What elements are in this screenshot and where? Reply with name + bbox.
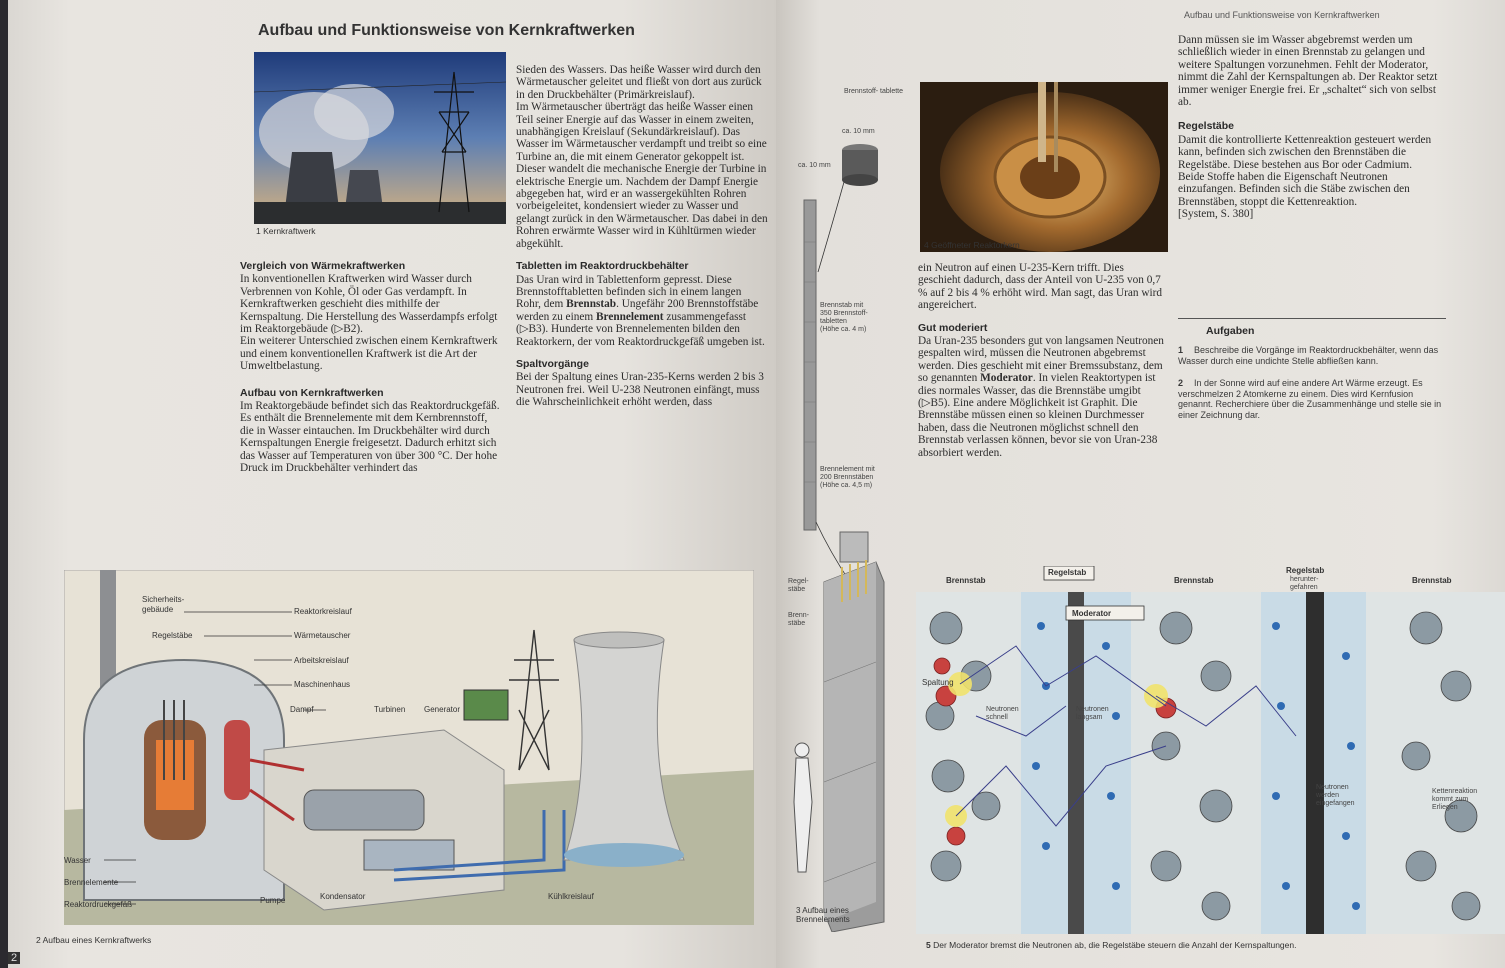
paragraph: Ein weiterer Unterschied zwischen einem Kernkraftwerk und einem konventionellen Kraftwerk ist die Art der Umweltbelastung. (240, 335, 498, 373)
label-steam: Dampf (290, 705, 314, 714)
paragraph: Sieden des Wassers. Das heiße Wasser wird durch den Wärmetauscher geleitet und fließt von dort aus zurück in den Druckbehälter (Primärkreislauf). (516, 64, 762, 101)
reactor-core-photo (920, 82, 1168, 252)
label-fission: Spaltung (922, 678, 954, 687)
header-fuel-rod-1: Brennstab (946, 576, 986, 585)
label-safety-building: Sicherheits- (142, 595, 185, 604)
header-control-rod-2: Regelstab (1286, 566, 1325, 575)
paragraph-moderator: Da Uran-235 besonders gut von langsamen Neutronen gespalten wird, müssen die Neutronen abgebremst werden. Dies geschieht mit einer Bremssubstanz, dem so genannten Moderator. In vielen Reaktortypen ist dies normales Wasser, das die Brennstäbe umgibt (▷B5). Eine andere Möglichkeit ist Graphit. Die Brennstäbe müssen einen so kleinen Durchmesser haben, dass die Neutronen möglichst schnell den Brennstab verlassen können, bevor sie von Uran-238 absorbiert werden. (918, 335, 1164, 459)
left-page (8, 0, 776, 968)
label-working-circuit: Arbeitskreislauf (294, 656, 349, 665)
label-turbines: Turbinen (374, 705, 406, 714)
header-fuel-rod-2: Brennstab (1174, 576, 1214, 585)
label-fuel-rod: Brennstab mit 350 Brennstoff- tabletten (Höhe ca. 4 m) (820, 302, 868, 333)
paragraph: Im Wärmetauscher überträgt das heiße Wasser einen Teil seiner Energie auf das Wasser in einem zweiten, unabhängigen Kreislauf (Sekundärkreislauf). Das Wasser im Wärmetauscher verdampft und treibt so eine Turbine an, die mit einem Generator gekoppelt ist. Dieser wandelt die mechanische Energie der Turbine in elektrische Energie um. Nachdem der Dampf Energie abgegeben hat, wird er an wassergekühlten Rohren vorbeigeleitet, kondensiert wieder zu Wasser und gelangt zurück in den Wärmetauscher. Das dabei in den Rohren erwärmte Wasser wird in Kühltürmen wieder abgekühlt. (516, 101, 768, 250)
reference: [System, S. 380] (1178, 208, 1254, 221)
tasks-title: Aufgaben (1206, 325, 1255, 337)
label-control-rods: Regel- stäbe (788, 578, 809, 593)
label-generator: Generator (424, 705, 461, 714)
moderator-diagram (916, 566, 1505, 934)
task-item: 1 Beschreibe die Vorgänge im Reaktordruckbehälter, wenn das Wasser durch eine undichte Stelle abfließen kann. (1178, 345, 1439, 366)
paragraph: Damit die kontrollierte Kettenreaktion gesteuert werden kann, befinden sich zwischen den Brennstäben die Regelstäbe. Diese bestehen aus Bor oder Cadmium. Beide Stoffe haben die Eigenschaft Neutronen einzufangen. Befinden sich die Stäbe zwischen den Brennstäben, stoppt die Kettenreaktion. (1178, 133, 1432, 208)
label-control-rods: Regelstäbe (152, 631, 193, 640)
page-header: Aufbau und Funktionsweise von Kernkraftwerken (258, 22, 635, 39)
label-chain-reaction-stops: Kettenreaktion kommt zum Erliegen (1432, 788, 1478, 811)
fig3-caption: 3 Aufbau eines Brennelements (796, 906, 850, 924)
right-column (1178, 34, 1440, 221)
paragraph-tablets: Das Uran wird in Tablettenform gepresst. Diese Brennstofftabletten befinden sich in einem langen Rohr, dem Brennstab. Ungefähr 200 Brennstoffstäbe werden zu einem Brennelement zusammengefasst (▷B3). Hunderte von Brennelementen bilden den Reaktorkern, der vom Reaktordruckgefäß umgeben ist. (516, 273, 765, 348)
heading-structure: Aufbau von Kernkraftwerken (240, 386, 384, 399)
label-dim-2: ca. 10 mm (798, 162, 831, 169)
plant-diagram (64, 570, 754, 925)
label-machine-hall: Maschinenhaus (294, 680, 351, 689)
label-fuel-elements: Brennelemente (64, 878, 119, 887)
left-column-2 (516, 64, 768, 409)
label-fuel-element: Brennelement mit 200 Brennstäben (Höhe ca. 4,5 m) (820, 466, 875, 489)
middle-column (918, 262, 1166, 459)
label-neutrons-captured: Neutronen werden eingefangen (1316, 784, 1355, 807)
right-page (776, 0, 1505, 968)
label-condenser: Kondensator (320, 892, 366, 901)
fuel-element-figure (780, 82, 916, 932)
label-water: Wasser (64, 856, 91, 865)
header-fuel-rod-3: Brennstab (1412, 576, 1452, 585)
power-plant-photo (254, 52, 506, 224)
fig1-caption: 1 Kernkraftwerk (256, 226, 316, 236)
heading-tablets: Tabletten im Reaktordruckbehälter (516, 260, 689, 273)
label-fast-neutrons: Neutronen schnell (986, 706, 1019, 721)
label-slow-neutrons: Neutronen langsam (1076, 706, 1109, 721)
task-item: 2 In der Sonne wird auf eine andere Art Wärme erzeugt. Es verschmelzen 2 Atomkerne zu einem. Dies wird Kernfusion genannt. Recherchiere über die Zusammenhänge und stelle sie in einer Zeichnung dar. (1178, 378, 1442, 420)
label-pump: Pumpe (260, 896, 286, 905)
label-cooling-circuit: Kühlkreislauf (548, 892, 594, 901)
paragraph: Im Reaktorgebäude befindet sich das Reaktordruckgefäß. Es enthält die Brennelemente mit dem Kernbrennstoff, die in Wasser eintauchen. Im Druckbehälter wird durch Kernspaltungen Energie freigesetzt. Dadurch erhitzt sich das Wasser auf Temperaturen von über 300 °C. Der hohe Druck im Druckbehälter verhindert das (240, 400, 500, 475)
heading-fission: Spaltvorgänge (516, 357, 589, 370)
paragraph: In konventionellen Kraftwerken wird Wasser durch Verbrennen von Kohle, Öl oder Gas verdampft. In Kernkraftwerken geschieht dies mithilfe der Kernspaltung. Die Herstellung des Wasserdampfs erfolgt im Reaktorgebäude (▷B2). (240, 273, 498, 336)
heading-control-rods: Regelstäbe (1178, 120, 1235, 133)
heading-moderated: Gut moderiert (918, 321, 988, 334)
paragraph: Dann müssen sie im Wasser abgebremst werden um schließlich wieder in einen Brennstab zu gelangen und weitere Spaltungen vorzunehmen. Fehlt der Moderator, nimmt die Zahl der Kernspaltungen ab. Der Reaktor setzt immer weniger Energie frei. Er „schaltet“ sich von selbst ab. (1178, 34, 1438, 109)
label-reactor-circuit: Reaktorkreislauf (294, 607, 352, 616)
label-fuel-tablet: Brennstoff- tablette (844, 88, 904, 95)
tasks-box (1178, 318, 1446, 420)
header-control-rod-1: Regelstab (1048, 568, 1087, 577)
heading-comparison: Vergleich von Wärmekraftwerken (240, 260, 406, 272)
page-number: 2 (8, 952, 20, 964)
paragraph: Bei der Spaltung eines Uran-235-Kerns werden 2 bis 3 Neutronen frei. Weil U-238 Neutronen einfängt, muss die Wahrscheinlichkeit erhöht werden, dass (516, 371, 764, 409)
fig2-caption: 2 Aufbau eines Kernkraftwerks (36, 935, 152, 945)
label-moderator: Moderator (1072, 609, 1112, 618)
label-safety-building-2: gebäude (142, 605, 174, 614)
label-dim-1: ca. 10 mm (842, 128, 875, 135)
left-column-1 (240, 254, 502, 475)
page-header: Aufbau und Funktionsweise von Kernkraftwerken (1184, 10, 1380, 20)
label-lowered: herunter- gefahren (1290, 576, 1319, 591)
fig4-caption: 4 Geöffneter Reaktorkern (924, 240, 1020, 250)
label-heat-exchanger: Wärmetauscher (294, 631, 351, 640)
label-fuel-rods: Brenn- stäbe (788, 612, 810, 627)
label-pressure-vessel: Reaktordruckgefäß (64, 900, 133, 909)
paragraph: ein Neutron auf einen U-235-Kern trifft. Dies geschieht dadurch, dass der Anteil von U-235 von 0,7 % auf 2 bis 4 % erhöht wird. Man sagt, das Uran wird angereichert. (918, 262, 1163, 312)
fig5-caption: 5 Der Moderator bremst die Neutronen ab, die Regelstäbe steuern die Anzahl der Kernspaltungen. (926, 940, 1297, 950)
